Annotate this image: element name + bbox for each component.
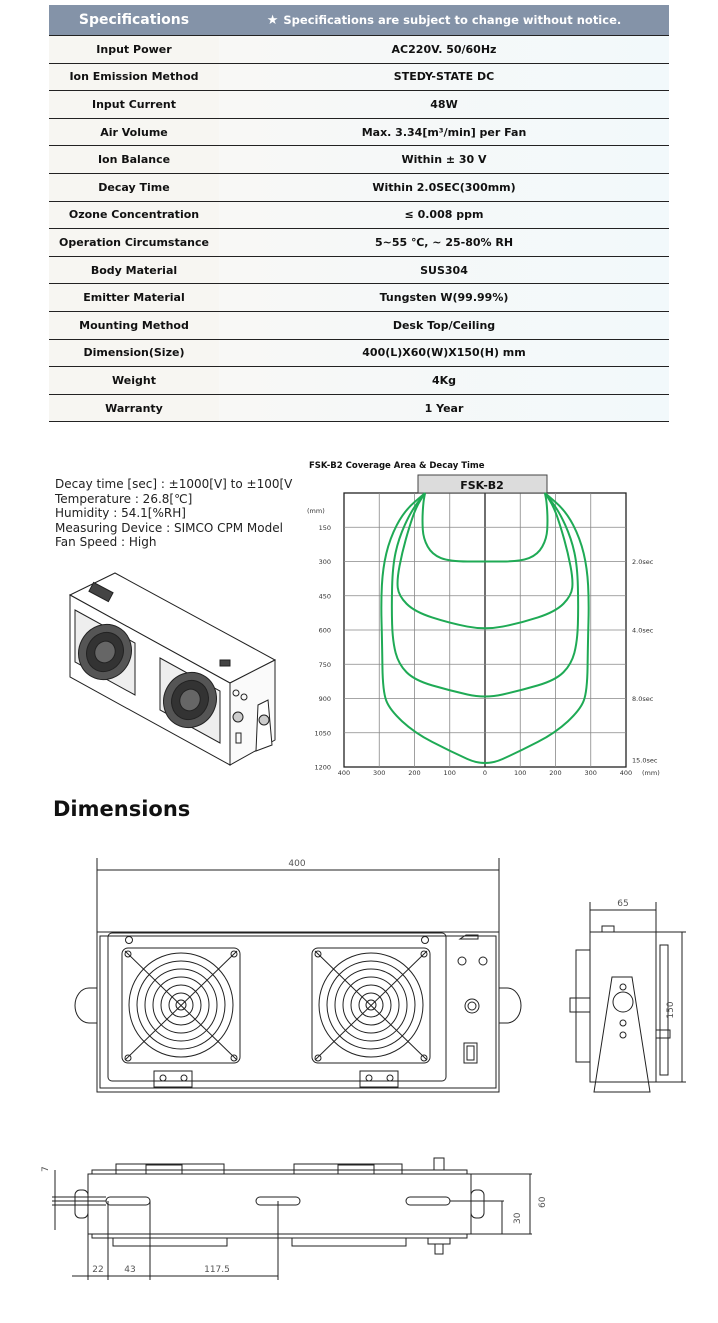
- spec-row: [49, 311, 669, 339]
- chart-x-tick-label: 400: [619, 769, 633, 777]
- chart-x-tick-label: 300: [584, 769, 597, 777]
- spec-table-header: [49, 5, 669, 36]
- spec-value: 5~55 ℃, ~ 25-80% RH: [219, 229, 669, 257]
- dimensions-title: Dimensions: [53, 797, 191, 821]
- chart-y-ticks: [314, 524, 331, 772]
- spec-row: [49, 256, 669, 284]
- spec-row: [49, 284, 669, 312]
- test-condition-line: Temperature : 26.8[℃]: [55, 491, 193, 506]
- coverage-chart: [305, 455, 705, 785]
- chart-x-tick-label: 100: [443, 769, 456, 777]
- test-condition-line: Decay time [sec] : ±1000[V] to ±100[V: [55, 477, 293, 491]
- spec-value: Tungsten W(99.99%): [219, 284, 669, 312]
- spec-header-title: Specifications: [49, 5, 219, 36]
- chart-device-box: [418, 475, 547, 493]
- spec-value: Max. 3.34[m³/min] per Fan: [219, 118, 669, 146]
- top-depth-label: 60: [538, 1196, 548, 1208]
- top-slot-offset-label: 30: [513, 1212, 523, 1224]
- chart-grid: [344, 493, 626, 767]
- spec-label: Operation Circumstance: [49, 229, 219, 257]
- spec-notice-text: Specifications are subject to change without notice.: [283, 12, 622, 27]
- chart-x-tick-label: 400: [337, 769, 351, 777]
- chart-y-tick-label: 1050: [314, 729, 331, 738]
- chart-x-tick-label: 0: [482, 769, 488, 777]
- spec-value: 400(L)X60(W)X150(H) mm: [219, 339, 669, 367]
- test-conditions: [55, 477, 292, 550]
- side-depth-label: 65: [617, 899, 629, 909]
- side-height-label: 150: [666, 1001, 676, 1019]
- chart-y-tick-label: 750: [318, 660, 331, 669]
- spec-value: 48W: [219, 91, 669, 119]
- test-condition-line: Fan Speed : High: [55, 535, 157, 549]
- spec-value: Desk Top/Ceiling: [219, 311, 669, 339]
- chart-x-tick-label: 200: [408, 769, 421, 777]
- side-view-drawing: [560, 880, 690, 1100]
- spec-value: Within ± 30 V: [219, 146, 669, 174]
- chart-decay-annotation: 4.0sec: [632, 626, 654, 635]
- spec-label: Input Power: [49, 36, 219, 64]
- chart-x-unit: (mm): [642, 769, 660, 777]
- spec-label: Dimension(Size): [49, 339, 219, 367]
- spec-row: [49, 394, 669, 422]
- spec-value: 4Kg: [219, 367, 669, 395]
- chart-y-tick-label: 900: [318, 695, 331, 703]
- chart-x-tick-label: 200: [549, 769, 562, 777]
- spec-label: Ion Balance: [49, 146, 219, 174]
- spec-row: [49, 63, 669, 91]
- chart-y-tick-label: 1200: [314, 763, 331, 772]
- front-view-drawing: [62, 850, 530, 1100]
- spec-label: Decay Time: [49, 173, 219, 201]
- chart-decay-annotation: 8.0sec: [632, 695, 654, 703]
- chart-x-tick-label: 300: [373, 769, 386, 777]
- spec-value: ≤ 0.008 ppm: [219, 201, 669, 229]
- spec-value: SUS304: [219, 256, 669, 284]
- spec-label: Emitter Material: [49, 284, 219, 312]
- test-condition-line: Humidity : 54.1[%RH]: [55, 506, 186, 520]
- spec-table-body: [49, 36, 669, 422]
- spec-label: Body Material: [49, 256, 219, 284]
- star-icon: ★: [266, 12, 279, 28]
- spec-row: [49, 91, 669, 119]
- chart-annotations: [632, 558, 658, 765]
- spec-label: Input Current: [49, 91, 219, 119]
- spec-label: Ion Emission Method: [49, 63, 219, 91]
- chart-x-tick-label: 100: [514, 769, 527, 777]
- top-offset-43: 43: [124, 1265, 136, 1275]
- spec-label: Air Volume: [49, 118, 219, 146]
- front-width-label: 400: [288, 859, 306, 869]
- spec-label: Weight: [49, 367, 219, 395]
- chart-y-tick-label: 150: [318, 523, 331, 532]
- chart-decay-annotation: 2.0sec: [632, 558, 654, 566]
- spec-value: AC220V. 50/60Hz: [219, 36, 669, 64]
- spec-row: [49, 229, 669, 257]
- spec-row: [49, 201, 669, 229]
- chart-y-tick-label: 450: [318, 592, 331, 601]
- spec-row: [49, 118, 669, 146]
- spec-row: [49, 36, 669, 64]
- spec-label: Ozone Concentration: [49, 201, 219, 229]
- chart-x-ticks: [338, 769, 632, 777]
- spec-label: Mounting Method: [49, 311, 219, 339]
- spec-row: [49, 339, 669, 367]
- chart-title: FSK-B2 Coverage Area & Decay Time: [309, 461, 485, 471]
- spec-value: Within 2.0SEC(300mm): [219, 173, 669, 201]
- spec-row: [49, 173, 669, 201]
- test-condition-line: Measuring Device : SIMCO CPM Model: [55, 520, 283, 535]
- spec-row: [49, 367, 669, 395]
- chart-y-tick-label: 300: [318, 558, 331, 566]
- chart-y-unit: (mm): [307, 507, 325, 515]
- spec-row: [49, 146, 669, 174]
- spec-header-notice: [219, 5, 669, 36]
- product-isometric-illustration: [60, 565, 280, 770]
- chart-decay-annotation: 15.0sec: [632, 756, 658, 765]
- top-offset-117-5: 117.5: [204, 1265, 230, 1275]
- spec-label: Warranty: [49, 394, 219, 422]
- chart-device-label: FSK-B2: [460, 479, 504, 492]
- top-offset-22: 22: [92, 1265, 104, 1275]
- top-slot-width-label: 7: [41, 1166, 51, 1172]
- spec-table: [49, 5, 669, 422]
- spec-value: 1 Year: [219, 394, 669, 422]
- spec-value: STEDY-STATE DC: [219, 63, 669, 91]
- top-view-drawing: [30, 1140, 590, 1290]
- chart-y-tick-label: 600: [318, 626, 331, 635]
